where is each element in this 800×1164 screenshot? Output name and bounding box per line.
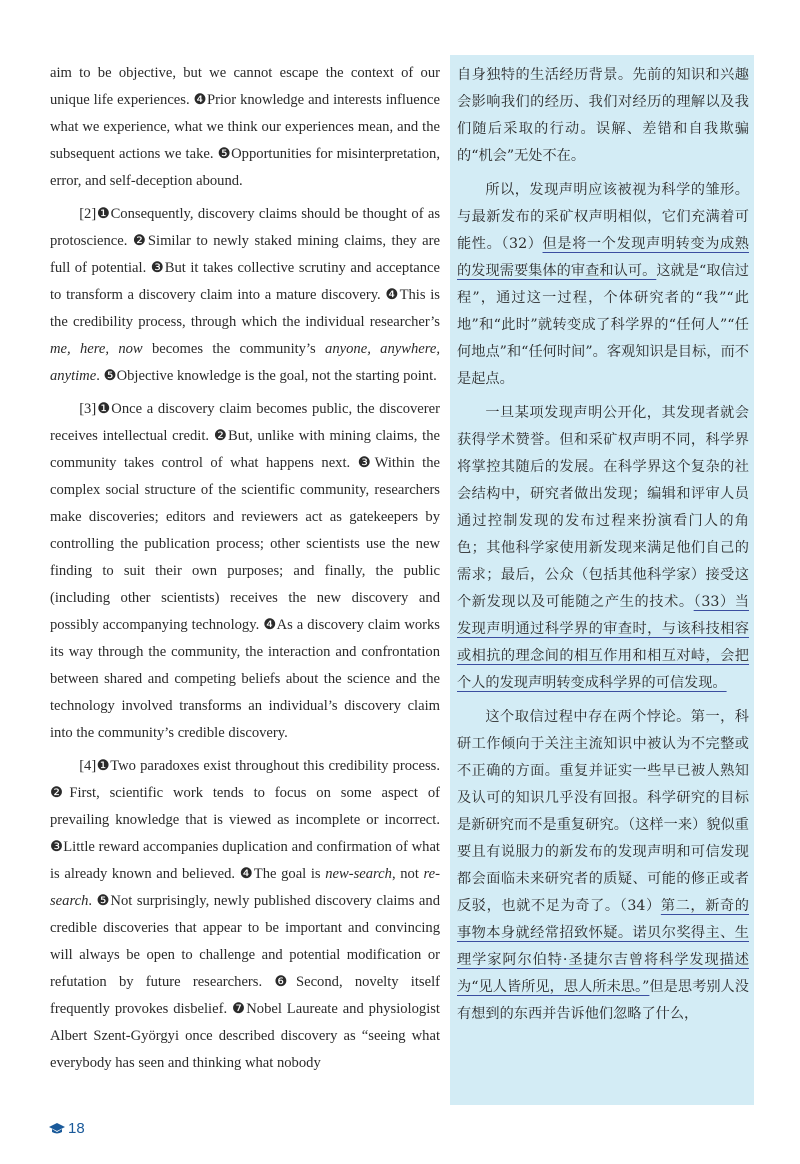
paragraph-2-italic-a: me, here, now: [50, 341, 143, 357]
zh-paragraph-2-text-b: 这就是“取信过程”，通过这一过程，个体研究者的“我”“此地”和“此时”就转变成了科学界的“任何人”“任何地点”和“任何时间”。客观知识是目标，而不是起点。: [457, 263, 749, 387]
paragraph-2-italic-b: anyone, anywhere, anytime: [50, 341, 440, 384]
zh-paragraph-4-text-a: 这个取信过程中存在两个悖论。第一，科研工作倾向于关注主流知识中被认为不完整或不正确的方面。重复并证实一些早已被人熟知及认可的知识几乎没有回报。科学研究的目标是新研究而不是重复研究。（这样一来）貌似重要且有说服力的新发布的发现声明和可信发现都会面临未来研究者的质疑、可能的修正或者反驳，也就不足为奇了。（34）: [457, 709, 749, 914]
paragraph-4: [50, 753, 440, 1077]
paragraph-intro: aim to be objective, but we cannot escape the context of our unique life experiences. ❹Prior knowledge and interests influence what we experience, what we think our experiences mean, and the subsequent actions we take. ❺Opportunities for misinterpretation, error, and self-deception abound.: [50, 65, 440, 189]
paragraph-2-text-c: . ❺Objective knowledge is the goal, not the starting point.: [96, 368, 437, 384]
paragraph-2: [50, 201, 440, 390]
page-footer: [48, 1120, 85, 1137]
paragraph-2-text-a: [2]❶Consequently, discovery claims should be thought of as protoscience. ❷Similar to newly staked mining claims, they are full of potential. ❸But it takes collective scrutiny and acceptance to transform a discovery claim into a mature discovery. ❹This is the credibility process, through which the individual researcher’s: [50, 206, 440, 330]
zh-paragraph-3: [457, 400, 749, 697]
zh-paragraph-2: [457, 177, 749, 393]
zh-paragraph-2-text-a: 所以，发现声明应该被视为科学的雏形。与最新发布的采矿权声明相似，它们充满着可能性。（32）: [457, 182, 749, 252]
english-text-column: [50, 60, 440, 1083]
zh-paragraph-2-underlined: 但是将一个发现声明转变为成熟的发现需要集体的审查和认可。: [457, 236, 749, 279]
zh-paragraph-3-underlined: （33）当发现声明通过科学界的审查时，与该科技相容或相抗的理念间的相互作用和相互对峙，会把个人的发现声明转变成科学界的可信发现。: [457, 594, 749, 691]
paragraph-4-italic-a: new-search: [325, 866, 392, 882]
paragraph-4-italic-b: re-search: [50, 866, 440, 909]
chinese-translation-column: [457, 62, 749, 1035]
page-number: 18: [68, 1120, 85, 1137]
paragraph-4-text-a: [4]❶Two paradoxes exist throughout this credibility process. ❷First, scientific work tends to focus on some aspect of prevailing knowledge that is viewed as incomplete or incorrect. ❸Little reward accompanies duplication and confirmation of what is already known and believed. ❹The goal is: [50, 758, 440, 882]
paragraph-4-text-b: , not: [391, 866, 424, 882]
zh-paragraph-3-text: 一旦某项发现声明公开化，其发现者就会获得学术赞誉。但和采矿权声明不同，科学界将掌控其随后的发展。在科学界这个复杂的社会结构中，研究者做出发现；编辑和评审人员通过控制发现的发布过程来扮演看门人的角色；其他科学家使用新发现来满足他们自己的需求；最后，公众（包括其他科学家）接受这个新发现以及可能随之产生的技术。: [457, 405, 749, 610]
paragraph-4-text-c: . ❺Not surprisingly, newly published discovery claims and credible discoveries that appear to be important and convincing will always be open to challenge and potential modification or refutation by future researchers. ❻Second, novelty itself frequently provokes disbelief. ❼Nobel Laureate and physiologist Albert Szent-Györgyi once described discovery as “seeing what everybody has seen and thinking what nobody: [50, 893, 440, 1071]
zh-paragraph-1: 自身独特的生活经历背景。先前的知识和兴趣会影响我们的经历、我们对经历的理解以及我们随后采取的行动。误解、差错和自我欺骗的“机会”无处不在。: [457, 67, 749, 164]
zh-paragraph-4: [457, 704, 749, 1028]
paragraph-3: [3]❶Once a discovery claim becomes public, the discoverer receives intellectual credit. ❷But, unlike with mining claims, the community takes control of what happens next. ❸Within the complex social structure of the scientific community, researchers make discoveries; editors and reviewers act as gatekeepers by controlling the publication process; other scientists use the new finding to suit their own purposes; and finally, the public (including other scientists) receives the new discovery and possibly accompanying technology. ❹As a discovery claim works its way through the community, the interaction and confrontation between shared and competing beliefs about the science and the technology involved transforms an individual’s discovery claim into the community’s credible discovery.: [50, 401, 440, 741]
paragraph-2-text-b: becomes the community’s: [142, 341, 326, 357]
zh-paragraph-4-underlined: 第二，新奇的事物本身就经常招致怀疑。诺贝尔奖得主、生理学家阿尔伯特·圣捷尔吉曾将科学发现描述为“见人皆所见，思人所未思。”: [457, 898, 749, 995]
graduation-cap-icon: [48, 1122, 66, 1136]
zh-paragraph-4-text-b: 但是思考别人没有想到的东西并告诉他们忽略了什么，: [457, 979, 749, 1022]
